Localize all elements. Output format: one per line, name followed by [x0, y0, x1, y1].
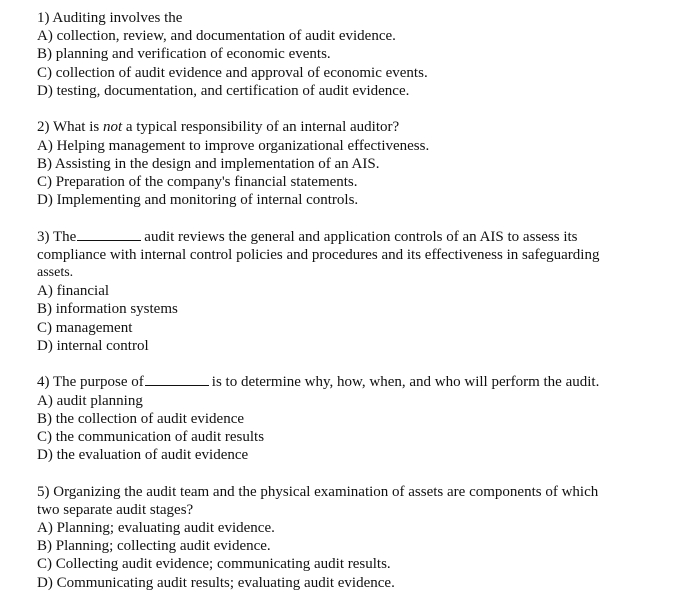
question-5-option-d: D) Communicating audit results; evaluating audit evidence. [37, 574, 395, 591]
question-1 [37, 9, 649, 100]
question-3-option-a: A) financial [37, 283, 110, 300]
answer-blank [145, 373, 209, 386]
question-3-option-c: C) management [37, 319, 133, 336]
question-2-option-b: B) Assisting in the design and implementation of an AIS. [37, 155, 380, 172]
question-5-stem-line-2: two separate audit stages? [37, 501, 194, 518]
question-5-option-c: C) Collecting audit evidence; communicating audit results. [37, 556, 391, 573]
question-4 [37, 373, 649, 464]
question-3 [37, 228, 649, 355]
question-4-stem-start: 4) The purpose of [37, 374, 144, 391]
question-3-stem-line-3: assets. [37, 265, 74, 281]
question-3-option-b: B) information systems [37, 301, 178, 318]
spacer [37, 355, 649, 373]
question-2-option-d: D) Implementing and monitoring of internal controls. [37, 192, 359, 209]
question-4-stem [37, 373, 649, 391]
question-2-stem-end: a typical responsibility of an internal auditor? [122, 119, 400, 136]
question-2-stem-start: 2) What is [37, 119, 103, 136]
question-4-option-b: B) the collection of audit evidence [37, 410, 245, 427]
question-4-option-a: A) audit planning [37, 392, 143, 409]
quiz-document [37, 9, 649, 592]
question-2-stem-emphasis: not [102, 119, 123, 136]
question-1-option-d: D) testing, documentation, and certification of audit evidence. [37, 82, 410, 99]
question-2 [37, 118, 649, 209]
question-4-option-d: D) the evaluation of audit evidence [37, 447, 249, 464]
question-2-option-a: A) Helping management to improve organizational effectiveness. [37, 137, 430, 154]
question-3-stem-line-2: compliance with internal control policies and procedures and its effectiveness in safeguarding [37, 246, 600, 263]
question-5-option-b: B) Planning; collecting audit evidence. [37, 538, 271, 555]
spacer [37, 464, 649, 482]
spacer [37, 100, 649, 118]
question-1-option-c: C) collection of audit evidence and approval of economic events. [37, 64, 428, 81]
question-5-stem-line-1: 5) Organizing the audit team and the physical examination of assets are components of which [37, 483, 599, 500]
question-4-option-c: C) the communication of audit results [37, 428, 265, 445]
question-5 [37, 483, 649, 592]
question-3-stem-start: 3) The [37, 228, 77, 245]
question-5-option-a: A) Planning; evaluating audit evidence. [37, 520, 275, 537]
question-1-stem: 1) Auditing involves the [37, 10, 183, 26]
question-3-option-d: D) internal control [37, 337, 149, 354]
question-4-stem-end: is to determine why, how, when, and who will perform the audit. [211, 374, 600, 391]
question-3-stem-end: audit reviews the general and application controls of an AIS to assess its [144, 228, 578, 245]
question-1-option-a: A) collection, review, and documentation of audit evidence. [37, 28, 396, 45]
answer-blank [77, 228, 141, 241]
question-3-stem-line-1 [37, 228, 649, 246]
question-2-option-c: C) Preparation of the company's financial statements. [37, 173, 358, 190]
question-2-stem [37, 118, 649, 136]
spacer [37, 209, 649, 227]
question-1-option-b: B) planning and verification of economic events. [37, 46, 331, 63]
